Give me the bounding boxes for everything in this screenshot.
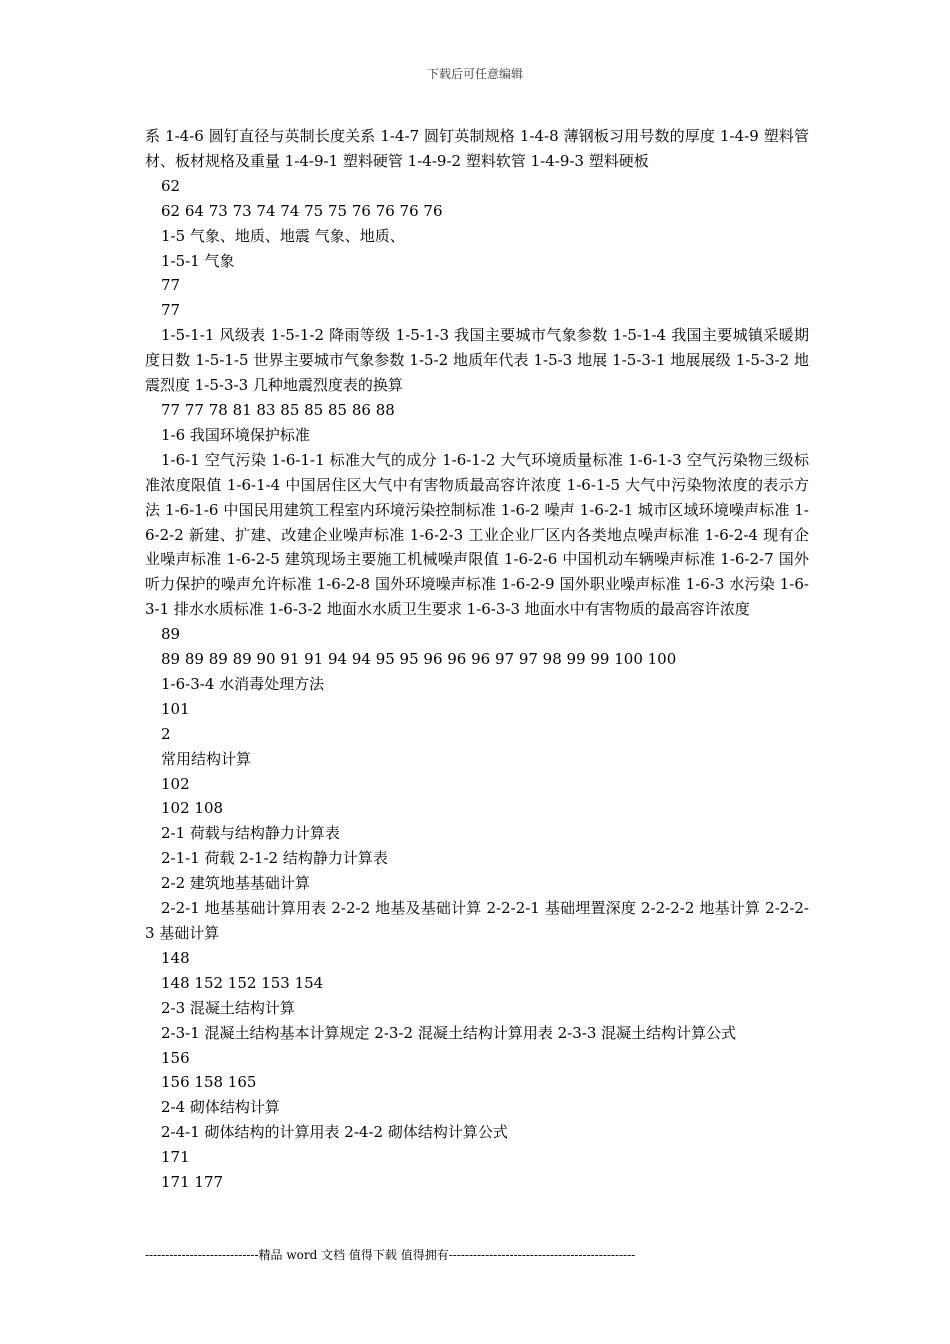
text-line: 1-5-1-1 风级表 1-5-1-2 降雨等级 1-5-1-3 我国主要城市气象参数 1-5-1-4 我国主要城镇采暖期度日数 1-5-1-5 世界主要城市气象参数 1-5-2 地质年代表 1-5-3 地展 1-5-3-1 地展展级 1-5-3-2 地震烈度 1-5-3-3 几种地震烈度表的换算 bbox=[145, 326, 809, 395]
text-line: 89 bbox=[161, 625, 181, 644]
text-line: 101 bbox=[161, 699, 190, 718]
text-line: 148 152 152 153 154 bbox=[161, 973, 324, 992]
text-line: 1-6-1 空气污染 1-6-1-1 标准大气的成分 1-6-1-2 大气环境质量标准 1-6-1-3 空气污染物三级标准浓度限值 1-6-1-4 中国居住区大气中有害物质最高容许浓度 1-6-1-5 大气中污染物浓度的表示方法 1-6-1-6 中国民用建筑工程室内环境污染控制标准 1-6-2 噪声 1-6-2-1 城市区域环境噪声标准 1-6-2-2 新建、扩建、改建企业噪声标准 1-6-2-3 工业企业厂区内各类地点噪声标准 1-6-2-4 现有企业噪声标准 1-6-2-5 建筑现场主要施工机械噪声限值 1-6-2-6 中国机动车辆噪声标准 1-6-2-7 国外听力保护的噪声允许标准 1-6-2-8 国外环境噪声标准 1-6-2-9 国外职业噪声标准 1-6-3 水污染 1-6-3-1 排水水质标准 1-6-3-2 地面水水质卫生要求 1-6-3-3 地面水中有害物质的最高容许浓度 bbox=[145, 450, 809, 619]
text-line: 2-4-1 砌体结构的计算用表 2-4-2 砌体结构计算公式 bbox=[161, 1123, 508, 1142]
text-line: 102 108 bbox=[161, 799, 224, 818]
page-footer: ----------------------------精品 word 文档 值得下载 值得拥有---------------------------------------------- bbox=[145, 1248, 636, 1262]
text-line: 171 177 bbox=[161, 1173, 224, 1192]
text-line: 2-3 混凝土结构计算 bbox=[161, 998, 295, 1017]
text-line: 1-5-1 气象 bbox=[161, 251, 235, 270]
text-line: 2-1-1 荷载 2-1-2 结构静力计算表 bbox=[161, 849, 388, 868]
text-line: 171 bbox=[161, 1148, 190, 1167]
text-line: 2-2 建筑地基基础计算 bbox=[161, 874, 310, 893]
text-line: 89 89 89 89 90 91 91 94 94 95 95 96 96 96 97 97 98 99 99 100 100 bbox=[161, 650, 677, 669]
text-line: 1-5 气象、地质、地震 气象、地质、 bbox=[161, 226, 405, 245]
text-line: 2-3-1 混凝土结构基本计算规定 2-3-2 混凝土结构计算用表 2-3-3 混凝土结构计算公式 bbox=[161, 1023, 737, 1042]
text-line: 62 64 73 73 74 74 75 75 76 76 76 76 bbox=[161, 201, 443, 220]
text-line: 148 bbox=[161, 948, 190, 967]
text-line: 77 77 78 81 83 85 85 85 86 88 bbox=[161, 400, 395, 419]
text-line: 77 bbox=[161, 301, 181, 320]
text-line: 2-4 砌体结构计算 bbox=[161, 1098, 280, 1117]
text-line: 2 bbox=[161, 724, 171, 743]
text-line: 156 bbox=[161, 1048, 190, 1067]
text-line: 2-2-1 地基基础计算用表 2-2-2 地基及基础计算 2-2-2-1 基础埋置深度 2-2-2-2 地基计算 2-2-2-3 基础计算 bbox=[145, 899, 809, 942]
text-line: 1-6-3-4 水消毒处理方法 bbox=[161, 674, 325, 693]
text-line: 1-6 我国环境保护标准 bbox=[161, 425, 310, 444]
text-line: 102 bbox=[161, 774, 190, 793]
document-body bbox=[145, 124, 809, 1195]
text-line: 156 158 165 bbox=[161, 1073, 257, 1092]
page-header: 下载后可任意编辑 bbox=[426, 67, 523, 81]
text-line: 常用结构计算 bbox=[161, 749, 252, 768]
text-line: 2-1 荷载与结构静力计算表 bbox=[161, 824, 340, 843]
text-line: 62 bbox=[161, 176, 181, 195]
text-line: 77 bbox=[161, 276, 181, 295]
text-line: 系 1-4-6 圆钉直径与英制长度关系 1-4-7 圆钉英制规格 1-4-8 薄钢板习用号数的厚度 1-4-9 塑料管材、板材规格及重量 1-4-9-1 塑料硬管 1-4-9-2 塑料软管 1-4-9-3 塑料硬板 bbox=[145, 127, 809, 170]
